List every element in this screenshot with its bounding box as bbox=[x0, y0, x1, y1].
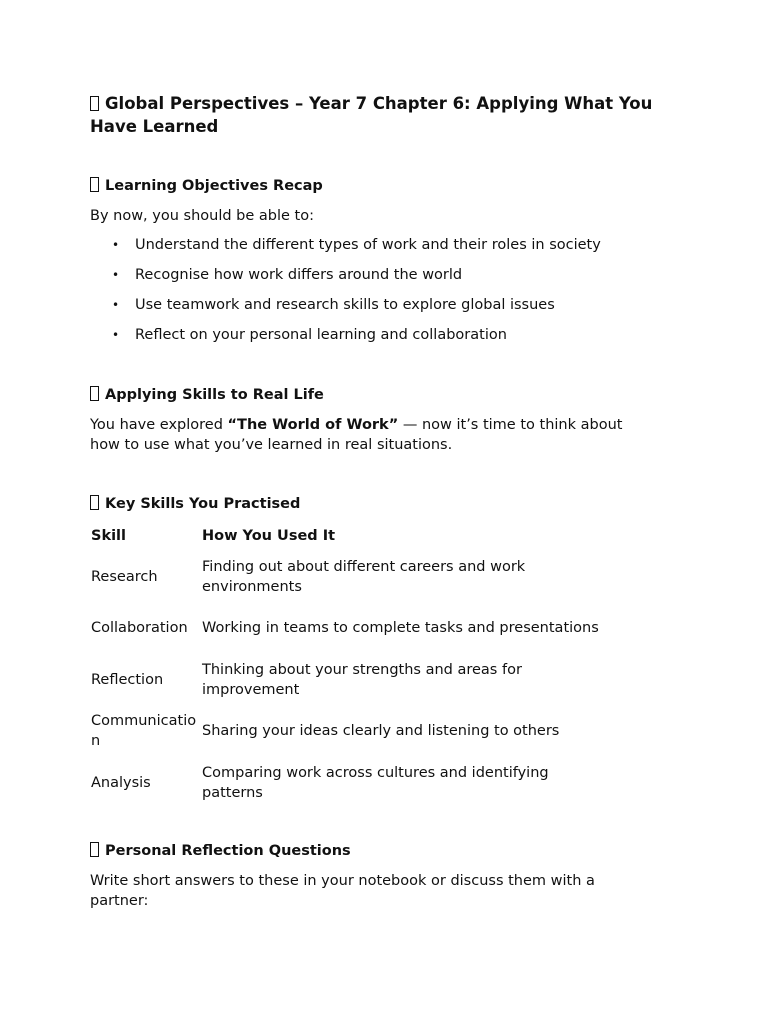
table-row bbox=[90, 757, 602, 809]
how-cell: Thinking about your strengths and areas for improvement bbox=[202, 661, 522, 698]
applying-paragraph: You have explored “The World of Work” — now it’s time to think about how to use what you’ve learned in real situations. bbox=[90, 417, 623, 453]
how-cell: Finding out about different careers and work environments bbox=[202, 558, 526, 595]
missing-glyph-icon bbox=[90, 842, 99, 857]
list-item: • Recognise how work differs around the world bbox=[112, 267, 463, 283]
bullet-icon: • bbox=[112, 328, 120, 342]
objectives-list bbox=[90, 235, 601, 355]
missing-glyph-icon bbox=[90, 177, 99, 192]
objectives-intro: By now, you should be able to: bbox=[90, 208, 314, 224]
skill-cell: Collaboration bbox=[91, 620, 188, 637]
skill-cell: Research bbox=[91, 568, 158, 585]
list-item: • Use teamwork and research skills to explore global issues bbox=[112, 297, 555, 313]
how-cell: Comparing work across cultures and identifying patterns bbox=[202, 764, 549, 801]
page-title bbox=[90, 92, 660, 138]
missing-glyph-icon bbox=[90, 386, 99, 401]
objectives-heading: Learning Objectives Recap bbox=[90, 176, 323, 196]
skills-table bbox=[90, 521, 602, 809]
applying-heading: Applying Skills to Real Life bbox=[90, 385, 324, 405]
world-of-work-emphasis: “The World of Work” bbox=[227, 417, 399, 433]
skill-cell: Reflection bbox=[91, 671, 164, 688]
bullet-icon: • bbox=[112, 298, 120, 312]
how-cell: Sharing your ideas clearly and listening to others bbox=[202, 723, 560, 740]
table-row bbox=[90, 551, 602, 603]
missing-glyph-icon bbox=[90, 495, 99, 510]
skill-cell: Analysis bbox=[91, 774, 151, 791]
bullet-icon: • bbox=[112, 238, 120, 252]
skill-cell: Communication bbox=[91, 713, 197, 750]
reflection-heading: Personal Reflection Questions bbox=[90, 841, 351, 861]
table-header-row bbox=[90, 521, 602, 551]
missing-glyph-icon bbox=[90, 96, 99, 111]
list-item: • Reflect on your personal learning and collaboration bbox=[112, 327, 507, 343]
reflection-intro: Write short answers to these in your notebook or discuss them with a partner: bbox=[90, 873, 595, 909]
list-item: • Understand the different types of work and their roles in society bbox=[112, 237, 601, 253]
table-row bbox=[90, 654, 602, 706]
skills-heading: Key Skills You Practised bbox=[90, 494, 300, 514]
how-cell: Working in teams to complete tasks and presentations bbox=[202, 620, 599, 637]
table-row bbox=[90, 603, 602, 655]
column-header-how: How You Used It bbox=[202, 528, 336, 544]
bullet-icon: • bbox=[112, 268, 120, 282]
page-title-text: Global Perspectives – Year 7 Chapter 6: Applying What You Have Learned bbox=[90, 94, 653, 136]
table-row bbox=[90, 706, 602, 758]
column-header-skill: Skill bbox=[91, 528, 126, 544]
